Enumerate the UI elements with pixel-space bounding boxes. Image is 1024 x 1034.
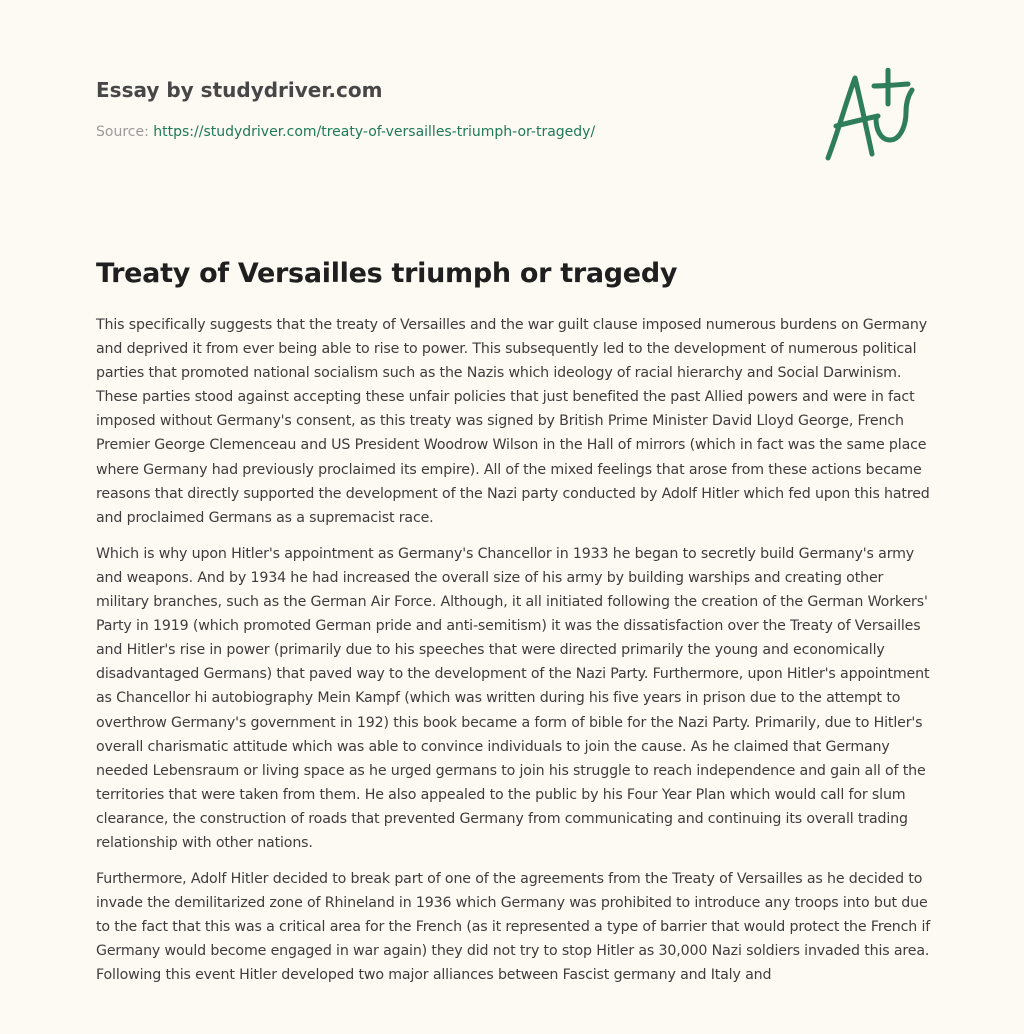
document-title: Treaty of Versailles triumph or tragedy xyxy=(96,258,678,289)
document-body xyxy=(96,313,931,1000)
a-plus-grade-icon xyxy=(822,68,926,164)
paragraph: Furthermore, Adolf Hitler decided to break part of one of the agreements from the Treaty of Versailles as he decided to invade the demilitarized zone of Rhineland in 1936 which Germany was prohibited to introduce any troops into but due to the fact that this was a critical area for the French (as it represented a type of barrier that would protect the French if Germany would become engaged in war again) they did not try to stop Hitler as 30,000 Nazi soldiers invaded this area. Following this event Hitler developed two major alliances between Fascist germany and Italy and xyxy=(96,871,931,984)
source-label: Source: xyxy=(96,124,149,140)
paragraph: This specifically suggests that the treaty of Versailles and the war guilt clause imposed numerous burdens on Germany and deprived it from ever being able to rise to power. This subsequently led to the development of numerous political parties that promoted national socialism such as the Nazis which ideology of racial hierarchy and Social Darwinism. These parties stood against accepting these unfair policies that just benefited the past Allied powers and were in fact imposed without Germany's consent, as this treaty was signed by British Prime Minister David Lloyd George, French Premier George Clemenceau and US President Woodrow Wilson in the Hall of mirrors (which in fact was the same place where Germany had previously proclaimed its empire). All of the mixed feelings that arose from these actions became reasons that directly supported the development of the Nazi party conducted by Adolf Hitler which fed upon this hatred and proclaimed Germans as a supremacist race. xyxy=(96,317,930,526)
paragraph: Which is why upon Hitler's appointment as Germany's Chancellor in 1933 he began to secretly build Germany's army and weapons. And by 1934 he had increased the overall size of his army by building warships and creating other military branches, such as the German Air Force. Although, it all initiated following the creation of the German Workers' Party in 1919 (which promoted German pride and anti-semitism) it was the dissatisfaction over the Treaty of Versailles and Hitler's rise in power (primarily due to his speeches that were directed primarily the young and economically disadvantaged Germans) that paved way to the development of the Nazi Party. Furthermore, upon Hitler's appointment as Chancellor hi autobiography Mein Kampf (which was written during his five years in prison due to the attempt to overthrow Germany's government in 192) this book became a form of bible for the Nazi Party. Primarily, due to Hitler's overall charismatic attitude which was able to convince individuals to join the cause. As he claimed that Germany needed Lebensraum or living space as he urged germans to join his struggle to reach independence and gain all of the territories that were taken from them. He also appealed to the public by his Four Year Plan which would call for slum clearance, the construction of roads that prevented Germany from communicating and continuing its overall trading relationship with other nations. xyxy=(96,545,930,851)
source-link[interactable]: https://studydriver.com/treaty-of-versailles-triumph-or-tragedy/ xyxy=(153,124,596,140)
brand-title: Essay by studydriver.com xyxy=(96,78,383,102)
source-line xyxy=(96,122,796,142)
header xyxy=(96,76,796,142)
